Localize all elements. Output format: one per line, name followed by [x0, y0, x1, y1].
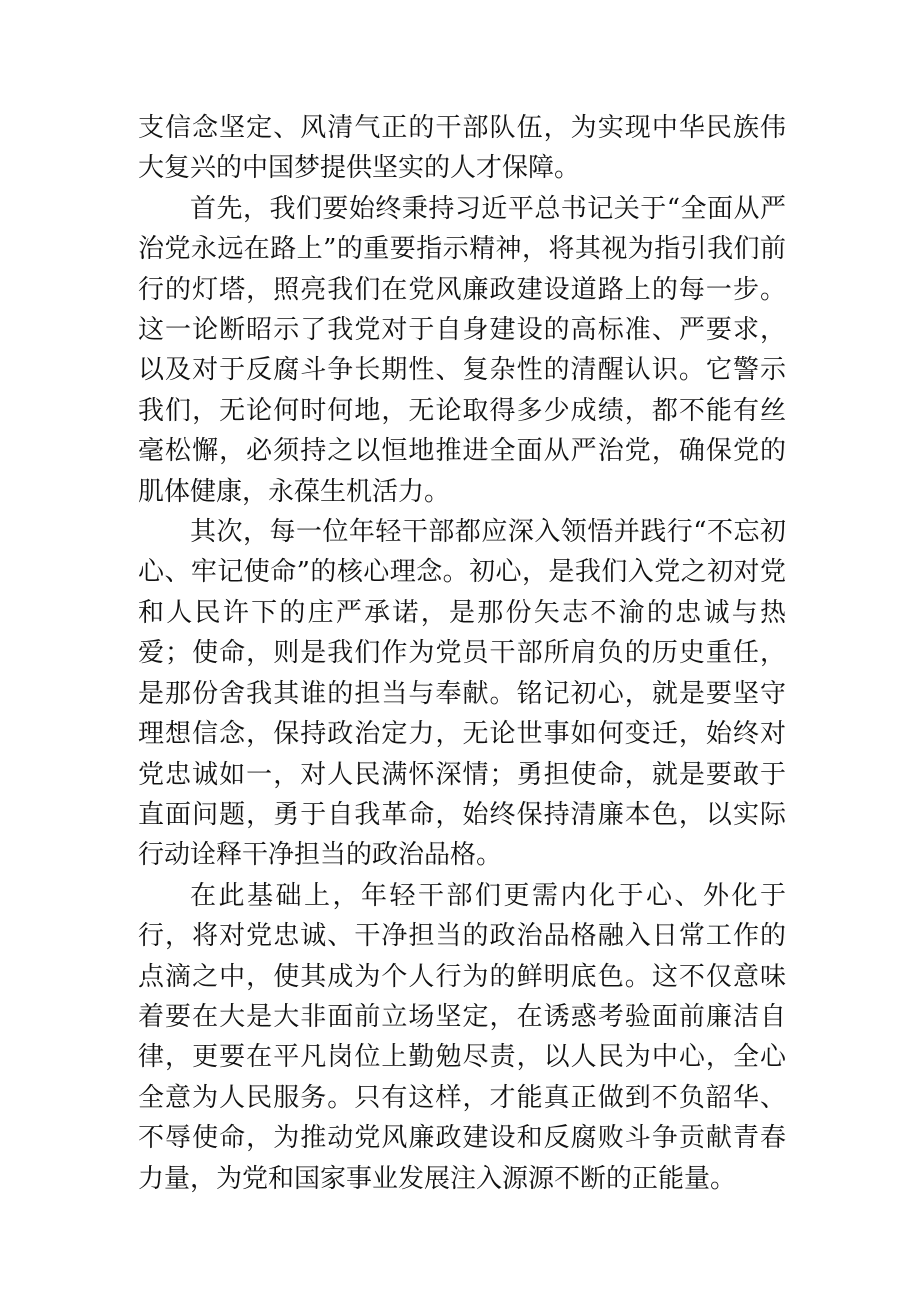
- document-body: [138, 108, 786, 1199]
- paragraph-first: 首先，我们要始终秉持习近平总书记关于“全面从严治党永远在路上”的重要指示精神，将其视为指引我们前行的灯塔，照亮我们在党风廉政建设道路上的每一步。这一论断昭示了我党对于自身建设的高标准、严要求，以及对于反腐斗争长期性、复杂性的清醒认识。它警示我们，无论何时何地，无论取得多少成绩，都不能有丝毫松懈，必须持之以恒地推进全面从严治党，确保党的肌体健康，永葆生机活力。: [138, 193, 786, 507]
- paragraph-second: 其次，每一位年轻干部都应深入领悟并践行“不忘初心、牢记使命”的核心理念。初心，是我们入党之初对党和人民许下的庄严承诺，是那份矢志不渝的忠诚与热爱；使命，则是我们作为党员干部所肩负的历史重任，是那份舍我其谁的担当与奉献。铭记初心，就是要坚守理想信念，保持政治定力，无论世事如何变迁，始终对党忠诚如一，对人民满怀深情；勇担使命，就是要敢于直面问题，勇于自我革命，始终保持清廉本色，以实际行动诠释干净担当的政治品格。: [138, 517, 786, 871]
- paragraph-third: 在此基础上，年轻干部们更需内化于心、外化于行，将对党忠诚、干净担当的政治品格融入日常工作的点滴之中，使其成为个人行为的鲜明底色。这不仅意味着要在大是大非面前立场坚定，在诱惑考验面前廉洁自律，更要在平凡岗位上勤勉尽责，以人民为中心，全心全意为人民服务。只有这样，才能真正做到不负韶华、不辱使命，为推动党风廉政建设和反腐败斗争贡献青春力量，为党和国家事业发展注入源源不断的正能量。: [138, 880, 786, 1194]
- paragraph-continuation: 支信念坚定、风清气正的干部队伍，为实现中华民族伟大复兴的中国梦提供坚实的人才保障。: [138, 113, 786, 184]
